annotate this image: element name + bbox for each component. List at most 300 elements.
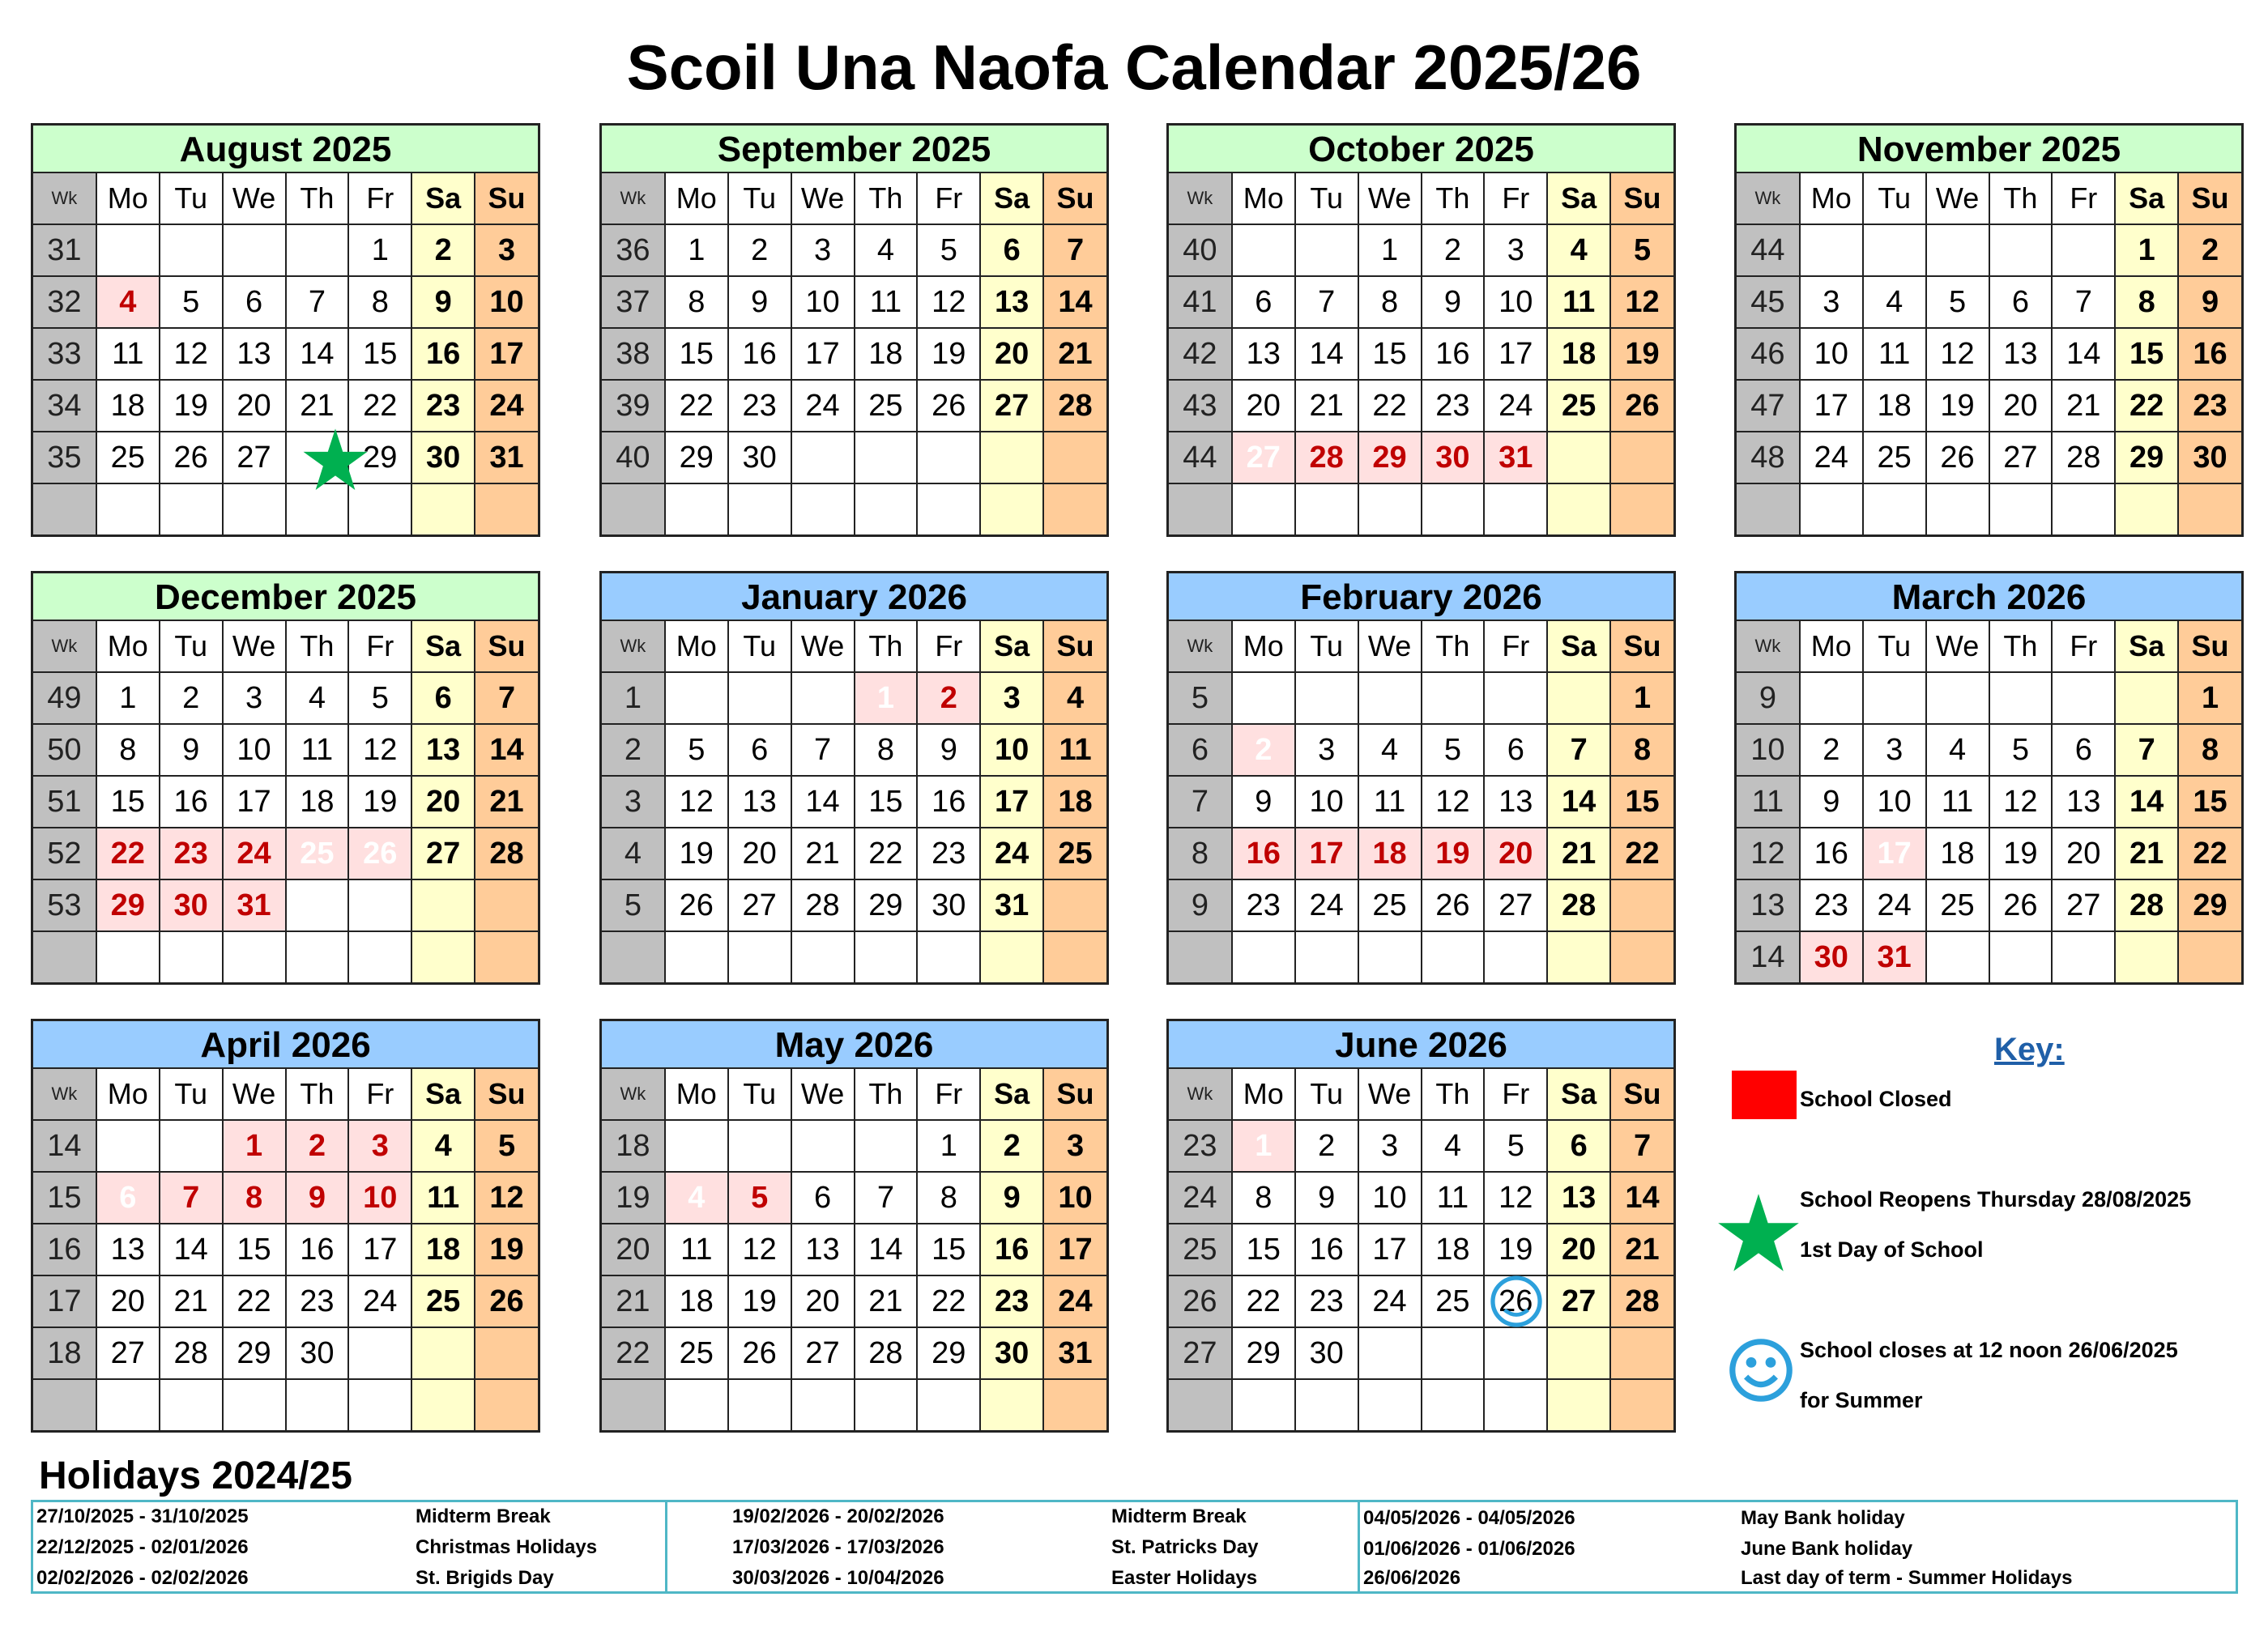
holiday-name: Midterm Break bbox=[1111, 1505, 1247, 1527]
day-cell: 28 bbox=[855, 1327, 918, 1379]
empty-cell bbox=[728, 483, 791, 534]
day-cell: 12 bbox=[665, 776, 728, 828]
day-cell: 12 bbox=[1926, 328, 1989, 380]
day-cell: 31 bbox=[223, 879, 286, 931]
day-cell: 12 bbox=[1989, 776, 2053, 828]
day-cell: 28 bbox=[2052, 432, 2115, 483]
empty-cell bbox=[1043, 1379, 1106, 1430]
day-cell: 27 bbox=[791, 1327, 855, 1379]
empty-cell bbox=[791, 931, 855, 982]
empty-cell bbox=[1989, 672, 2053, 724]
weekday-header: Tu bbox=[160, 621, 223, 672]
weekday-header: Tu bbox=[1863, 173, 1926, 224]
day-cell: 19 bbox=[1926, 380, 1989, 432]
day-cell: 24 bbox=[791, 380, 855, 432]
empty-cell bbox=[917, 483, 980, 534]
day-cell: 24 bbox=[1800, 432, 1863, 483]
weekday-header: Sa bbox=[411, 621, 475, 672]
day-cell: 28 bbox=[1295, 432, 1358, 483]
month-september-2025 bbox=[599, 123, 1109, 537]
empty-cell bbox=[728, 1120, 791, 1172]
day-cell: 29 bbox=[223, 1327, 286, 1379]
empty-cell bbox=[1610, 432, 1673, 483]
day-cell: 4 bbox=[1547, 224, 1610, 276]
holiday-dates: 27/10/2025 - 31/10/2025 bbox=[36, 1505, 249, 1527]
weekday-header: Su bbox=[475, 621, 538, 672]
day-cell: 15 bbox=[1610, 776, 1673, 828]
day-cell: 14 bbox=[791, 776, 855, 828]
holiday-name: Last day of term - Summer Holidays bbox=[1741, 1567, 2073, 1589]
weekday-header: We bbox=[791, 173, 855, 224]
day-cell: 9 bbox=[1295, 1172, 1358, 1224]
weekday-header: Su bbox=[475, 173, 538, 224]
empty-cell bbox=[1232, 483, 1295, 534]
weekday-header: Sa bbox=[1547, 1069, 1610, 1120]
empty-cell bbox=[855, 432, 918, 483]
empty-cell bbox=[855, 483, 918, 534]
day-cell: 21 bbox=[475, 776, 538, 828]
empty-cell bbox=[1547, 432, 1610, 483]
day-cell: 5 bbox=[475, 1120, 538, 1172]
empty-cell bbox=[1358, 1379, 1422, 1430]
week-number: 20 bbox=[602, 1224, 665, 1275]
weekday-header: We bbox=[1358, 1069, 1422, 1120]
weekday-header: Sa bbox=[980, 173, 1043, 224]
weekday-header: Tu bbox=[728, 621, 791, 672]
empty-cell bbox=[1610, 879, 1673, 931]
day-cell: 18 bbox=[1043, 776, 1106, 828]
week-number: 45 bbox=[1737, 276, 1800, 328]
day-cell: 20 bbox=[1989, 380, 2053, 432]
empty-cell bbox=[96, 931, 160, 982]
day-cell: 16 bbox=[1295, 1224, 1358, 1275]
week-number: 9 bbox=[1737, 672, 1800, 724]
week-row bbox=[1169, 1120, 1673, 1172]
week-row bbox=[33, 1172, 538, 1224]
week-row bbox=[33, 1275, 538, 1327]
day-cell: 11 bbox=[1926, 776, 1989, 828]
day-cell: 17 bbox=[223, 776, 286, 828]
week-number: 1 bbox=[602, 672, 665, 724]
day-cell: 14 bbox=[1295, 328, 1358, 380]
day-cell: 1 bbox=[223, 1120, 286, 1172]
day-cell: 30 bbox=[411, 432, 475, 483]
day-cell: 1 bbox=[2115, 224, 2178, 276]
weekday-header: Mo bbox=[1800, 173, 1863, 224]
weekday-header: Th bbox=[1422, 173, 1485, 224]
day-cell: 31 bbox=[980, 879, 1043, 931]
weekday-header: Fr bbox=[1484, 173, 1547, 224]
holiday-dates: 26/06/2026 bbox=[1363, 1567, 1461, 1589]
empty-cell bbox=[2115, 483, 2178, 534]
week-row bbox=[33, 483, 538, 534]
week-row bbox=[1169, 1379, 1673, 1430]
day-cell: 13 bbox=[728, 776, 791, 828]
month-table bbox=[602, 173, 1106, 534]
day-cell: 14 bbox=[855, 1224, 918, 1275]
day-cell: 26 bbox=[665, 879, 728, 931]
day-cell: 25 bbox=[855, 380, 918, 432]
week-number: 8 bbox=[1169, 828, 1232, 879]
weekday-header: Sa bbox=[411, 173, 475, 224]
day-cell: 13 bbox=[791, 1224, 855, 1275]
day-cell: 6 bbox=[1484, 724, 1547, 776]
week-row bbox=[1737, 828, 2241, 879]
day-cell: 2 bbox=[980, 1120, 1043, 1172]
day-cell: 22 bbox=[348, 380, 411, 432]
day-cell: 3 bbox=[475, 224, 538, 276]
week-number: 23 bbox=[1169, 1120, 1232, 1172]
key-for-summer-label: for Summer bbox=[1800, 1388, 1923, 1412]
day-cell: 25 bbox=[286, 828, 349, 879]
day-cell: 1 bbox=[1610, 672, 1673, 724]
week-row bbox=[1737, 672, 2241, 724]
day-cell: 7 bbox=[286, 276, 349, 328]
day-cell: 29 bbox=[1358, 432, 1422, 483]
empty-cell bbox=[1610, 483, 1673, 534]
weekday-header: Wk bbox=[1737, 621, 1800, 672]
day-cell: 2 bbox=[1422, 224, 1485, 276]
weekday-header: Su bbox=[475, 1069, 538, 1120]
empty-cell bbox=[728, 672, 791, 724]
empty-cell bbox=[2052, 483, 2115, 534]
month-title: January 2026 bbox=[602, 573, 1106, 621]
day-cell: 1 bbox=[665, 224, 728, 276]
weekday-header: Th bbox=[286, 621, 349, 672]
empty-cell bbox=[1422, 931, 1485, 982]
holidays-column bbox=[665, 1502, 1360, 1591]
day-cell: 24 bbox=[223, 828, 286, 879]
empty-cell bbox=[665, 931, 728, 982]
day-cell: 9 bbox=[160, 724, 223, 776]
day-cell: 22 bbox=[223, 1275, 286, 1327]
day-cell: 4 bbox=[1926, 724, 1989, 776]
empty-cell bbox=[1484, 931, 1547, 982]
day-cell: 1 bbox=[855, 672, 918, 724]
day-cell: 29 bbox=[917, 1327, 980, 1379]
week-row bbox=[33, 931, 538, 982]
week-number: 35 bbox=[33, 432, 96, 483]
week-row bbox=[602, 224, 1106, 276]
empty-cell bbox=[2052, 931, 2115, 982]
weekday-header: Mo bbox=[1232, 173, 1295, 224]
week-number: 53 bbox=[33, 879, 96, 931]
empty-cell bbox=[223, 931, 286, 982]
month-title: November 2025 bbox=[1737, 126, 2241, 173]
weekday-header: Fr bbox=[1484, 1069, 1547, 1120]
day-cell: 9 bbox=[728, 276, 791, 328]
day-cell: 11 bbox=[1358, 776, 1422, 828]
month-title: February 2026 bbox=[1169, 573, 1673, 621]
day-cell: 20 bbox=[728, 828, 791, 879]
month-february-2026 bbox=[1166, 571, 1676, 985]
empty-cell bbox=[286, 1379, 349, 1430]
day-cell: 30 bbox=[980, 1327, 1043, 1379]
day-cell: 5 bbox=[1989, 724, 2053, 776]
day-cell: 1 bbox=[348, 224, 411, 276]
empty-cell bbox=[286, 224, 349, 276]
day-cell: 11 bbox=[665, 1224, 728, 1275]
day-cell: 22 bbox=[96, 828, 160, 879]
day-cell: 2 bbox=[1295, 1120, 1358, 1172]
weekday-header-row bbox=[1169, 621, 1673, 672]
week-row bbox=[1169, 879, 1673, 931]
week-number: 33 bbox=[33, 328, 96, 380]
weekday-header: Wk bbox=[1737, 173, 1800, 224]
empty-cell bbox=[2178, 931, 2241, 982]
day-cell: 13 bbox=[1232, 328, 1295, 380]
weekday-header: Th bbox=[286, 1069, 349, 1120]
weekday-header: Su bbox=[2178, 621, 2241, 672]
empty-cell bbox=[348, 931, 411, 982]
day-cell: 15 bbox=[2178, 776, 2241, 828]
day-cell: 18 bbox=[1926, 828, 1989, 879]
week-row bbox=[1737, 276, 2241, 328]
week-row bbox=[1737, 328, 2241, 380]
day-cell: 28 bbox=[2115, 879, 2178, 931]
day-cell: 19 bbox=[1422, 828, 1485, 879]
empty-cell bbox=[855, 931, 918, 982]
week-row bbox=[33, 1224, 538, 1275]
week-row bbox=[602, 483, 1106, 534]
empty-cell bbox=[980, 483, 1043, 534]
week-row bbox=[1737, 224, 2241, 276]
empty-cell bbox=[1800, 483, 1863, 534]
week-number: 13 bbox=[1737, 879, 1800, 931]
weekday-header: Tu bbox=[1295, 621, 1358, 672]
week-number: 16 bbox=[33, 1224, 96, 1275]
day-cell: 12 bbox=[1422, 776, 1485, 828]
day-cell: 12 bbox=[917, 276, 980, 328]
empty-cell bbox=[1484, 483, 1547, 534]
weekday-header: Su bbox=[1043, 173, 1106, 224]
week-row bbox=[33, 1327, 538, 1379]
week-row bbox=[1737, 432, 2241, 483]
day-cell: 21 bbox=[286, 380, 349, 432]
day-cell: 18 bbox=[286, 776, 349, 828]
week-number: 10 bbox=[1737, 724, 1800, 776]
weekday-header-row bbox=[1737, 621, 2241, 672]
holiday-name: St. Patricks Day bbox=[1111, 1536, 1259, 1558]
day-cell: 11 bbox=[1547, 276, 1610, 328]
day-cell: 6 bbox=[1989, 276, 2053, 328]
empty-cell bbox=[1989, 224, 2053, 276]
day-cell: 17 bbox=[1295, 828, 1358, 879]
weekday-header: Tu bbox=[1295, 1069, 1358, 1120]
empty-cell bbox=[1043, 483, 1106, 534]
week-number: 47 bbox=[1737, 380, 1800, 432]
day-cell: 22 bbox=[665, 380, 728, 432]
empty-cell bbox=[1422, 672, 1485, 724]
month-title: December 2025 bbox=[33, 573, 538, 621]
weekday-header: Wk bbox=[33, 173, 96, 224]
day-cell: 12 bbox=[160, 328, 223, 380]
day-cell: 25 bbox=[1547, 380, 1610, 432]
day-cell: 19 bbox=[160, 380, 223, 432]
day-cell: 7 bbox=[1295, 276, 1358, 328]
week-row bbox=[1169, 380, 1673, 432]
empty-cell bbox=[665, 672, 728, 724]
key-title: Key: bbox=[1994, 1032, 2065, 1067]
week-row bbox=[602, 1120, 1106, 1172]
empty-cell bbox=[223, 1379, 286, 1430]
day-cell: 7 bbox=[2052, 276, 2115, 328]
weekday-header-row bbox=[602, 173, 1106, 224]
day-cell: 24 bbox=[980, 828, 1043, 879]
day-cell: 7 bbox=[1043, 224, 1106, 276]
day-cell: 23 bbox=[160, 828, 223, 879]
empty-cell bbox=[96, 483, 160, 534]
week-number bbox=[602, 931, 665, 982]
holidays-column bbox=[1358, 1502, 2238, 1591]
empty-cell bbox=[286, 931, 349, 982]
empty-cell bbox=[917, 432, 980, 483]
week-number: 38 bbox=[602, 328, 665, 380]
empty-cell bbox=[1800, 224, 1863, 276]
day-cell: 17 bbox=[1484, 328, 1547, 380]
day-cell: 11 bbox=[1863, 328, 1926, 380]
empty-cell bbox=[96, 1379, 160, 1430]
week-row bbox=[602, 672, 1106, 724]
week-row bbox=[602, 1327, 1106, 1379]
empty-cell bbox=[2052, 224, 2115, 276]
week-number: 3 bbox=[602, 776, 665, 828]
day-cell: 13 bbox=[1989, 328, 2053, 380]
week-number bbox=[1169, 483, 1232, 534]
day-cell: 22 bbox=[1610, 828, 1673, 879]
empty-cell bbox=[286, 483, 349, 534]
week-row bbox=[33, 776, 538, 828]
day-cell: 4 bbox=[1043, 672, 1106, 724]
day-cell: 5 bbox=[1610, 224, 1673, 276]
empty-cell bbox=[96, 224, 160, 276]
day-cell: 20 bbox=[411, 776, 475, 828]
day-cell: 4 bbox=[411, 1120, 475, 1172]
month-table bbox=[1169, 621, 1673, 982]
week-number: 43 bbox=[1169, 380, 1232, 432]
day-cell: 18 bbox=[1422, 1224, 1485, 1275]
weekday-header-row bbox=[602, 621, 1106, 672]
day-cell: 21 bbox=[2115, 828, 2178, 879]
day-cell: 23 bbox=[728, 380, 791, 432]
day-cell: 9 bbox=[286, 1172, 349, 1224]
day-cell bbox=[286, 432, 349, 483]
day-cell: 31 bbox=[1863, 931, 1926, 982]
day-cell: 23 bbox=[286, 1275, 349, 1327]
empty-cell bbox=[791, 483, 855, 534]
day-cell: 3 bbox=[980, 672, 1043, 724]
week-number: 12 bbox=[1737, 828, 1800, 879]
weekday-header-row bbox=[1169, 173, 1673, 224]
week-row bbox=[33, 879, 538, 931]
week-row bbox=[1737, 931, 2241, 982]
empty-cell bbox=[475, 931, 538, 982]
month-january-2026 bbox=[599, 571, 1109, 985]
weekday-header: We bbox=[223, 1069, 286, 1120]
weekday-header: Fr bbox=[1484, 621, 1547, 672]
weekday-header: Fr bbox=[917, 1069, 980, 1120]
day-cell: 4 bbox=[286, 672, 349, 724]
day-cell: 10 bbox=[1800, 328, 1863, 380]
week-number: 26 bbox=[1169, 1275, 1232, 1327]
day-cell: 23 bbox=[917, 828, 980, 879]
weekday-header: Fr bbox=[917, 173, 980, 224]
empty-cell bbox=[791, 432, 855, 483]
empty-cell bbox=[1358, 483, 1422, 534]
day-cell: 16 bbox=[728, 328, 791, 380]
holiday-dates: 04/05/2026 - 04/05/2026 bbox=[1363, 1507, 1575, 1529]
day-cell: 5 bbox=[348, 672, 411, 724]
week-row bbox=[602, 380, 1106, 432]
day-cell: 5 bbox=[1484, 1120, 1547, 1172]
day-cell: 2 bbox=[2178, 224, 2241, 276]
day-cell: 24 bbox=[1043, 1275, 1106, 1327]
month-title: October 2025 bbox=[1169, 126, 1673, 173]
day-cell: 9 bbox=[1232, 776, 1295, 828]
day-cell: 25 bbox=[1926, 879, 1989, 931]
day-cell: 15 bbox=[96, 776, 160, 828]
day-cell: 19 bbox=[1484, 1224, 1547, 1275]
day-cell: 24 bbox=[1295, 879, 1358, 931]
week-number: 42 bbox=[1169, 328, 1232, 380]
weekday-header: Th bbox=[855, 1069, 918, 1120]
day-cell: 19 bbox=[728, 1275, 791, 1327]
day-cell: 11 bbox=[96, 328, 160, 380]
day-cell: 15 bbox=[223, 1224, 286, 1275]
day-cell: 7 bbox=[475, 672, 538, 724]
day-cell: 27 bbox=[1484, 879, 1547, 931]
day-cell: 30 bbox=[160, 879, 223, 931]
month-table bbox=[33, 621, 538, 982]
empty-cell bbox=[917, 1379, 980, 1430]
week-number: 19 bbox=[602, 1172, 665, 1224]
day-cell: 1 bbox=[1232, 1120, 1295, 1172]
empty-cell bbox=[1295, 672, 1358, 724]
day-cell: 30 bbox=[2178, 432, 2241, 483]
week-number bbox=[1169, 1379, 1232, 1430]
holiday-name: May Bank holiday bbox=[1741, 1507, 1905, 1529]
day-cell: 10 bbox=[791, 276, 855, 328]
day-cell: 6 bbox=[96, 1172, 160, 1224]
day-cell: 14 bbox=[160, 1224, 223, 1275]
weekday-header: Sa bbox=[2115, 621, 2178, 672]
holiday-name: St. Brigids Day bbox=[416, 1567, 554, 1589]
weekday-header: Su bbox=[1610, 621, 1673, 672]
day-cell: 3 bbox=[1800, 276, 1863, 328]
smiley-icon bbox=[1490, 1275, 1543, 1328]
week-number: 9 bbox=[1169, 879, 1232, 931]
day-cell: 17 bbox=[791, 328, 855, 380]
day-cell: 16 bbox=[286, 1224, 349, 1275]
day-cell: 22 bbox=[1232, 1275, 1295, 1327]
day-cell: 26 bbox=[348, 828, 411, 879]
day-cell: 8 bbox=[665, 276, 728, 328]
month-table bbox=[33, 173, 538, 534]
day-cell: 19 bbox=[475, 1224, 538, 1275]
empty-cell bbox=[1232, 672, 1295, 724]
weekday-header: Tu bbox=[1863, 621, 1926, 672]
day-cell: 12 bbox=[348, 724, 411, 776]
day-cell: 17 bbox=[1043, 1224, 1106, 1275]
day-cell: 20 bbox=[96, 1275, 160, 1327]
week-row bbox=[33, 1379, 538, 1430]
holiday-dates: 01/06/2026 - 01/06/2026 bbox=[1363, 1538, 1575, 1560]
week-number: 5 bbox=[1169, 672, 1232, 724]
day-cell: 16 bbox=[411, 328, 475, 380]
day-cell: 28 bbox=[475, 828, 538, 879]
day-cell: 29 bbox=[665, 432, 728, 483]
empty-cell bbox=[1610, 931, 1673, 982]
